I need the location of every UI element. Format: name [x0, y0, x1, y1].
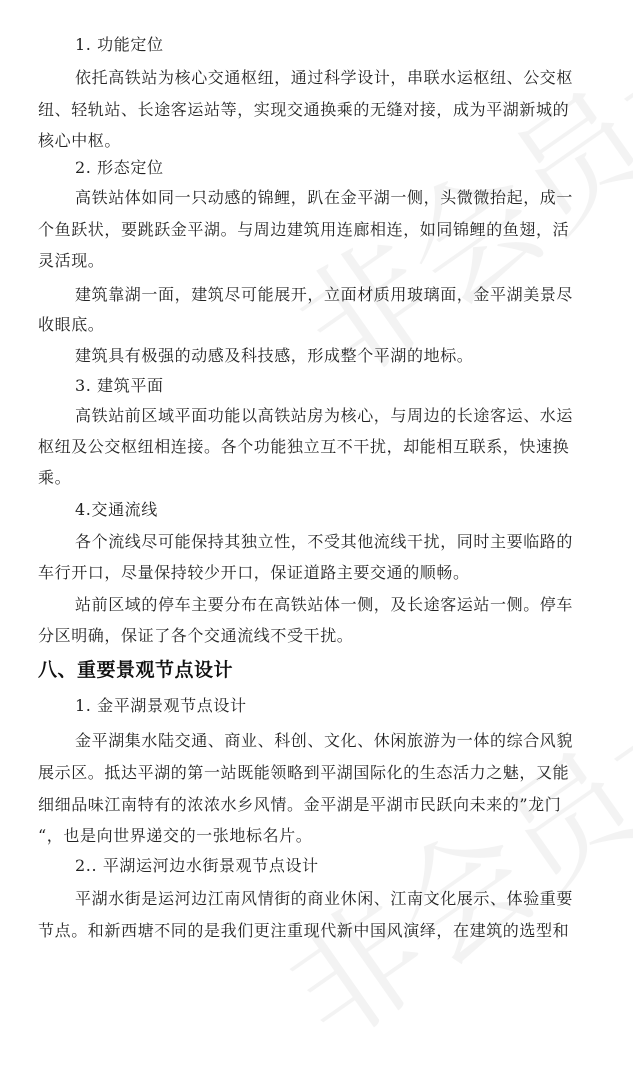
section-heading: 八、重要景观节点设计 [38, 659, 234, 681]
paragraph-line: 平湖水街是运河边江南风情街的商业休闲、江南文化展示、体验重要 [75, 889, 574, 908]
paragraph-line: 收眼底。 [38, 315, 105, 334]
item-heading: 2.. 平湖运河边水街景观节点设计 [75, 856, 319, 875]
paragraph-line: 建筑具有极强的动感及科技感，形成整个平湖的地标。 [75, 346, 474, 365]
paragraph-line: 站前区域的停车主要分布在高铁站体一侧，及长途客运站一侧。停车 [75, 595, 574, 614]
paragraph-line: 分区明确，保证了各个交通流线不受干扰。 [38, 626, 354, 645]
paragraph-line: 依托高铁站为核心交通枢纽，通过科学设计，串联水运枢纽、公交枢 [75, 68, 574, 87]
item-heading: 3. 建筑平面 [75, 376, 164, 395]
paragraph-line: 灵活现。 [38, 251, 105, 270]
paragraph-line: 高铁站前区域平面功能以高铁站房为核心，与周边的长途客运、水运 [75, 406, 574, 425]
paragraph-line: 核心中枢。 [38, 131, 122, 150]
item-heading: 2. 形态定位 [75, 158, 164, 177]
paragraph-line: 各个流线尽可能保持其独立性，不受其他流线干扰，同时主要临路的 [75, 532, 574, 551]
paragraph-line: 车行开口，尽量保持较少开口，保证道路主要交通的顺畅。 [38, 563, 470, 582]
paragraph-line: 乘。 [38, 468, 72, 487]
item-heading: 1. 金平湖景观节点设计 [75, 696, 247, 715]
paragraph-line: 建筑靠湖一面，建筑尽可能展开，立面材质用玻璃面，金平湖美景尽 [75, 285, 574, 304]
paragraph-line: 纽、轻轨站、长途客运站等，实现交通换乘的无缝对接，成为平湖新城的 [38, 100, 570, 119]
paragraph-line: 高铁站体如同一只动感的锦鲤，趴在金平湖一侧，头微微抬起，成一 [75, 188, 574, 207]
paragraph-line: 节点。和新西塘不同的是我们更注重现代新中国风演绎，在建筑的选型和 [38, 921, 570, 940]
paragraph-line: 金平湖集水陆交通、商业、科创、文化、休闲旅游为一体的综合风貌 [75, 731, 574, 750]
item-heading: 4.交通流线 [75, 500, 158, 519]
paragraph-line: 展示区。抵达平湖的第一站既能领略到平湖国际化的生态活力之魅，又能 [38, 763, 570, 782]
paragraph-line: “，也是向世界递交的一张地标名片。 [38, 826, 313, 845]
paragraph-line: 细细品味江南特有的浓浓水乡风情。金平湖是平湖市民跃向未来的”龙门 [38, 795, 562, 814]
paragraph-line: 枢纽及公交枢纽相连接。各个功能独立互不干扰，却能相互联系，快速换 [38, 437, 570, 456]
item-heading: 1. 功能定位 [75, 35, 164, 54]
paragraph-line: 个鱼跃状，要跳跃金平湖。与周边建筑用连廊相连，如同锦鲤的鱼翅，活 [38, 220, 570, 239]
